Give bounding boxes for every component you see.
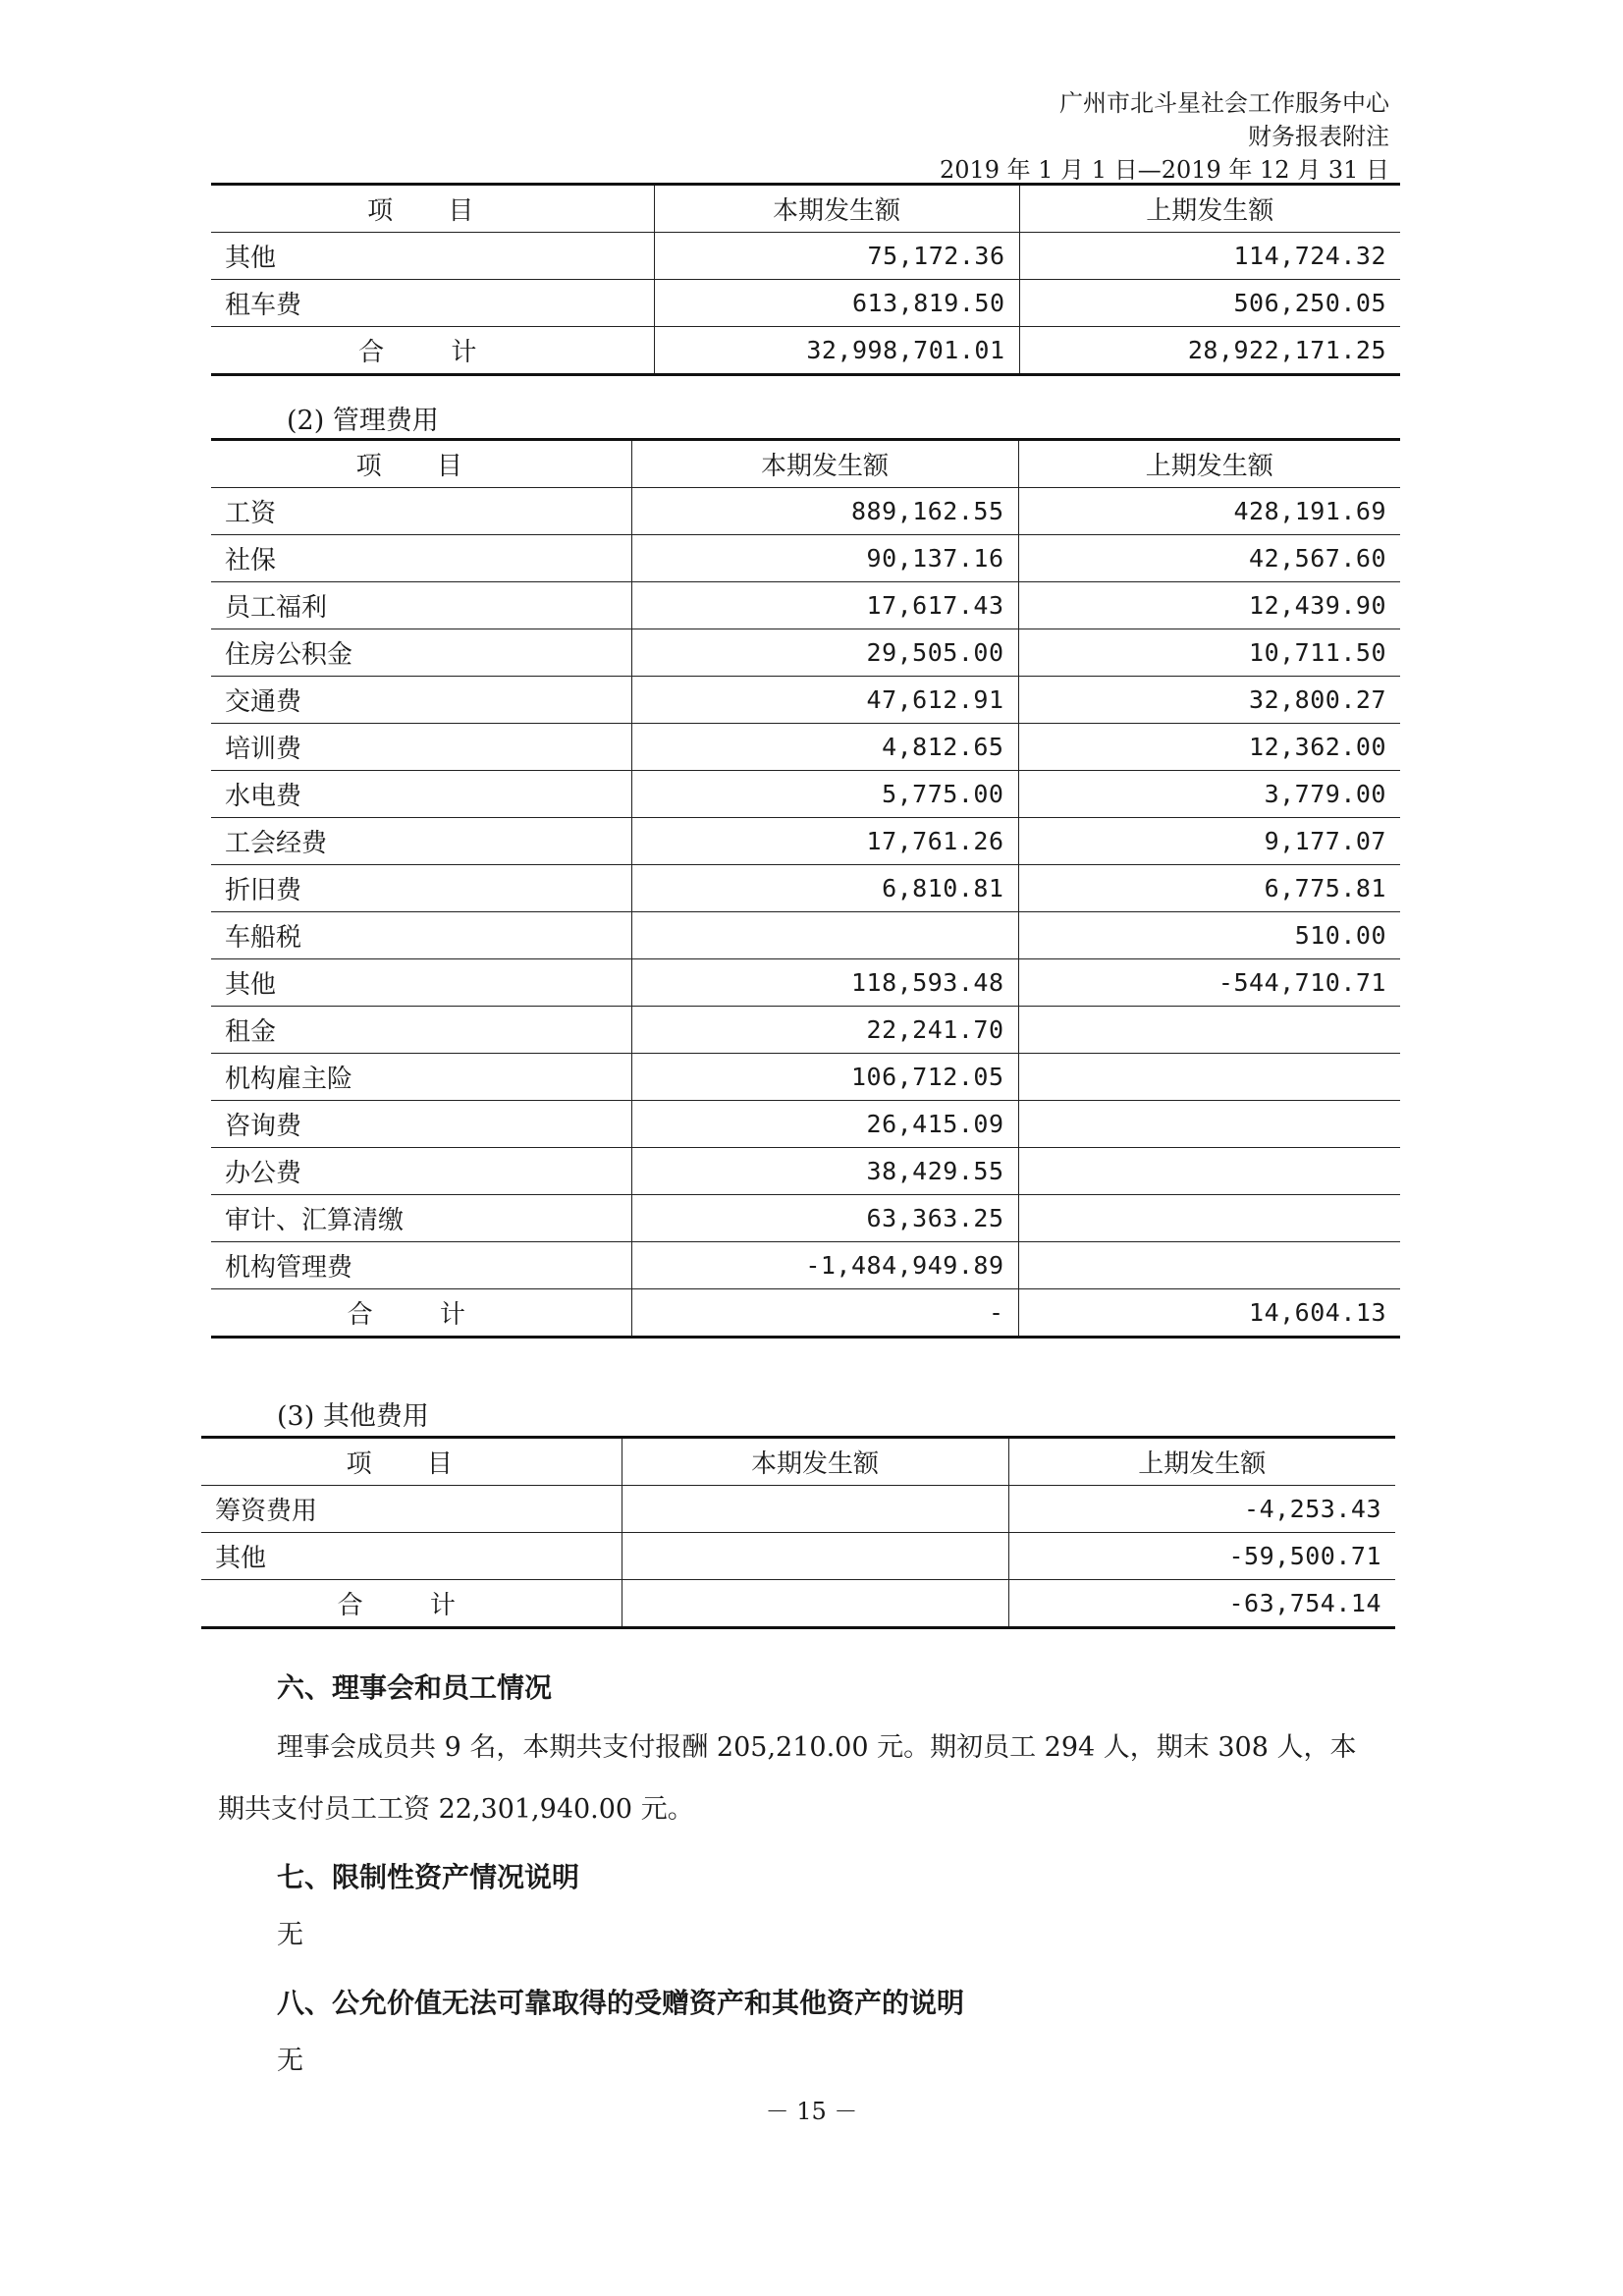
section-title-other-expenses: (3) 其他费用	[277, 1401, 429, 1432]
total-previous: 14,604.13	[1018, 1289, 1400, 1338]
row-name: 住房公积金	[211, 629, 631, 677]
total-current	[622, 1580, 1008, 1628]
row-previous: 114,724.32	[1019, 233, 1400, 280]
table-row	[211, 1242, 1400, 1289]
row-previous: 12,362.00	[1018, 724, 1400, 771]
row-name: 社保	[211, 535, 631, 582]
column-header-item: 项 目	[211, 440, 631, 488]
row-name: 员工福利	[211, 582, 631, 629]
row-current: 4,812.65	[631, 724, 1018, 771]
table-row	[211, 629, 1400, 677]
column-header-previous: 上期发生额	[1018, 440, 1400, 488]
row-previous: -59,500.71	[1008, 1533, 1395, 1580]
row-current: 6,810.81	[631, 865, 1018, 912]
row-name: 交通费	[211, 677, 631, 724]
total-current: -	[631, 1289, 1018, 1338]
total-row	[211, 327, 1400, 375]
table-row	[211, 677, 1400, 724]
row-current	[622, 1486, 1008, 1533]
table-row	[211, 582, 1400, 629]
row-name: 其他	[211, 233, 654, 280]
row-name: 其他	[211, 959, 631, 1007]
row-previous	[1018, 1054, 1400, 1101]
row-name: 租金	[211, 1007, 631, 1054]
row-previous: -544,710.71	[1018, 959, 1400, 1007]
section-title-management-expenses: (2) 管理费用	[287, 406, 439, 436]
row-current	[631, 912, 1018, 959]
row-current: 63,363.25	[631, 1195, 1018, 1242]
management-expense-table	[211, 438, 1400, 1339]
table-row	[211, 724, 1400, 771]
row-name: 车船税	[211, 912, 631, 959]
row-name: 其他	[201, 1533, 622, 1580]
row-name: 机构雇主险	[211, 1054, 631, 1101]
row-name: 租车费	[211, 280, 654, 327]
section-heading-donated-assets: 八、公允价值无法可靠取得的受赠资产和其他资产的说明	[277, 1987, 965, 2019]
table-row	[201, 1533, 1395, 1580]
table-row	[211, 1101, 1400, 1148]
row-previous: 42,567.60	[1018, 535, 1400, 582]
total-previous: 28,922,171.25	[1019, 327, 1400, 375]
document-title: 财务报表附注	[1248, 123, 1389, 150]
total-row	[211, 1289, 1400, 1338]
table-row	[211, 535, 1400, 582]
row-current: 90,137.16	[631, 535, 1018, 582]
table-row	[211, 912, 1400, 959]
row-previous: 10,711.50	[1018, 629, 1400, 677]
expense-table-continued	[211, 183, 1400, 376]
row-current: 75,172.36	[654, 233, 1019, 280]
table-row	[211, 1148, 1400, 1195]
table-row	[211, 280, 1400, 327]
column-header-previous: 上期发生额	[1019, 185, 1400, 233]
row-current: 5,775.00	[631, 771, 1018, 818]
row-previous	[1018, 1242, 1400, 1289]
section-heading-restricted-assets: 七、限制性资产情况说明	[277, 1861, 580, 1893]
row-previous: 3,779.00	[1018, 771, 1400, 818]
table-row	[211, 1195, 1400, 1242]
row-current: 47,612.91	[631, 677, 1018, 724]
row-previous	[1018, 1195, 1400, 1242]
table-row	[211, 818, 1400, 865]
row-current: 22,241.70	[631, 1007, 1018, 1054]
total-row	[201, 1580, 1395, 1628]
row-current: 38,429.55	[631, 1148, 1018, 1195]
column-header-item: 项 目	[211, 185, 654, 233]
row-name: 咨询费	[211, 1101, 631, 1148]
table-row	[211, 865, 1400, 912]
row-name: 工资	[211, 488, 631, 535]
table-header-row	[211, 440, 1400, 488]
row-current: 17,617.43	[631, 582, 1018, 629]
row-previous: 12,439.90	[1018, 582, 1400, 629]
total-label: 合 计	[211, 1289, 631, 1338]
row-current	[622, 1533, 1008, 1580]
row-current: 17,761.26	[631, 818, 1018, 865]
table-row	[211, 771, 1400, 818]
organization-name: 广州市北斗星社会工作服务中心	[1059, 89, 1389, 117]
row-current: 889,162.55	[631, 488, 1018, 535]
row-previous: 32,800.27	[1018, 677, 1400, 724]
column-header-item: 项 目	[201, 1438, 622, 1486]
board-staff-text-line1: 理事会成员共 9 名，本期共支付报酬 205,210.00 元。期初员工 294 人，期末 308 人，本	[277, 1732, 1357, 1763]
donated-assets-text: 无	[277, 2046, 303, 2076]
table-row	[211, 1007, 1400, 1054]
row-previous: -4,253.43	[1008, 1486, 1395, 1533]
table-row	[211, 233, 1400, 280]
row-name: 审计、汇算清缴	[211, 1195, 631, 1242]
row-current: 29,505.00	[631, 629, 1018, 677]
row-name: 折旧费	[211, 865, 631, 912]
row-name: 机构管理费	[211, 1242, 631, 1289]
row-previous: 506,250.05	[1019, 280, 1400, 327]
table-row	[211, 959, 1400, 1007]
row-current: 26,415.09	[631, 1101, 1018, 1148]
restricted-assets-text: 无	[277, 1920, 303, 1950]
row-name: 办公费	[211, 1148, 631, 1195]
column-header-current: 本期发生额	[654, 185, 1019, 233]
row-previous	[1018, 1148, 1400, 1195]
row-name: 筹资费用	[201, 1486, 622, 1533]
report-period: 2019 年 1 月 1 日—2019 年 12 月 31 日	[939, 156, 1389, 184]
table-row	[211, 1054, 1400, 1101]
row-current: -1,484,949.89	[631, 1242, 1018, 1289]
row-current: 118,593.48	[631, 959, 1018, 1007]
board-staff-text-line2: 期共支付员工工资 22,301,940.00 元。	[218, 1794, 694, 1825]
row-name: 培训费	[211, 724, 631, 771]
page-number: － 15 －	[765, 2098, 858, 2125]
total-label: 合 计	[201, 1580, 622, 1628]
column-header-current: 本期发生额	[631, 440, 1018, 488]
total-current: 32,998,701.01	[654, 327, 1019, 375]
row-previous: 510.00	[1018, 912, 1400, 959]
row-previous: 428,191.69	[1018, 488, 1400, 535]
row-name: 工会经费	[211, 818, 631, 865]
table-row	[211, 488, 1400, 535]
section-heading-board-staff: 六、理事会和员工情况	[277, 1671, 553, 1704]
row-name: 水电费	[211, 771, 631, 818]
table-header-row	[201, 1438, 1395, 1486]
row-previous: 6,775.81	[1018, 865, 1400, 912]
row-current: 106,712.05	[631, 1054, 1018, 1101]
table-header-row	[211, 185, 1400, 233]
row-previous: 9,177.07	[1018, 818, 1400, 865]
column-header-previous: 上期发生额	[1008, 1438, 1395, 1486]
other-expense-table	[201, 1436, 1395, 1629]
table-row	[201, 1486, 1395, 1533]
row-previous	[1018, 1101, 1400, 1148]
total-label: 合 计	[211, 327, 654, 375]
row-previous	[1018, 1007, 1400, 1054]
row-current: 613,819.50	[654, 280, 1019, 327]
column-header-current: 本期发生额	[622, 1438, 1008, 1486]
total-previous: -63,754.14	[1008, 1580, 1395, 1628]
